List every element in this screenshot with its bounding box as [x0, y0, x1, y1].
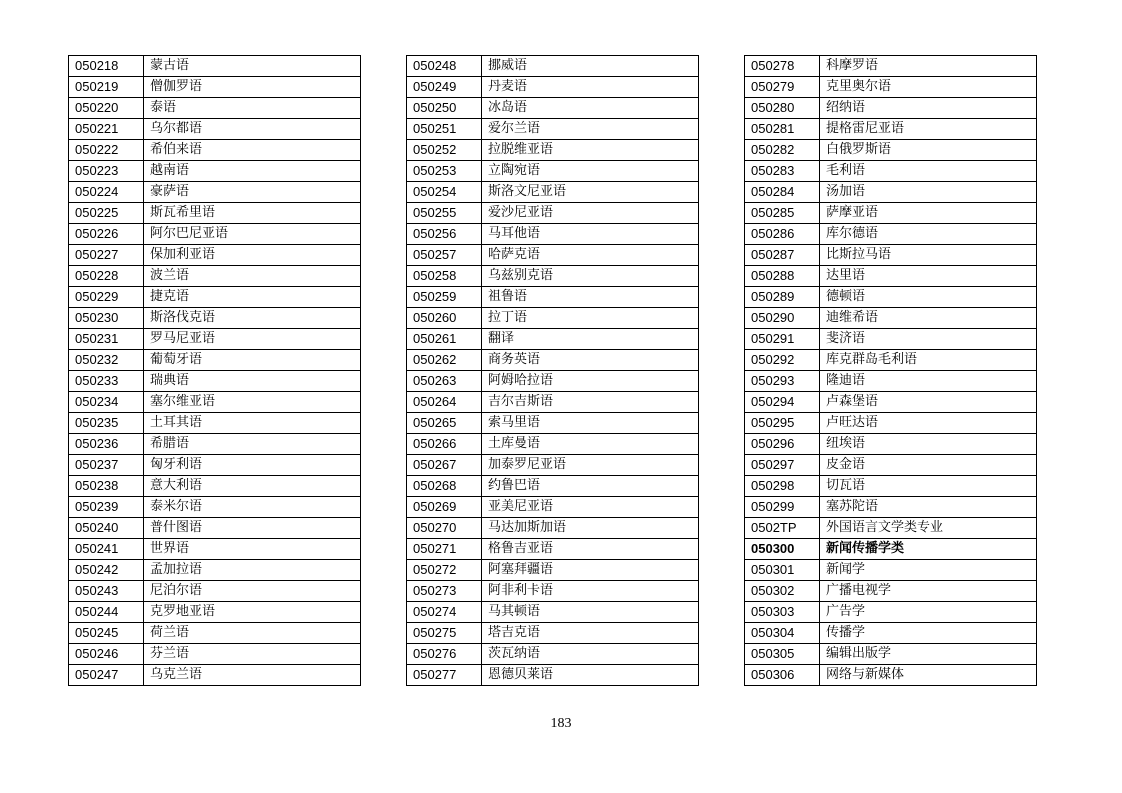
- major-name: 隆迪语: [820, 371, 1037, 392]
- major-name: 匈牙利语: [144, 455, 361, 476]
- table-row: [69, 644, 361, 665]
- major-code: 050274: [407, 602, 482, 623]
- major-code: 050254: [407, 182, 482, 203]
- major-code: 050273: [407, 581, 482, 602]
- major-code: 050225: [69, 203, 144, 224]
- major-name: 吉尔吉斯语: [482, 392, 699, 413]
- major-code: 050269: [407, 497, 482, 518]
- major-code: 050245: [69, 623, 144, 644]
- table-row: [407, 497, 699, 518]
- major-name: 达里语: [820, 266, 1037, 287]
- major-code: 050248: [407, 56, 482, 77]
- table-row: [69, 329, 361, 350]
- major-code: 050286: [745, 224, 820, 245]
- major-name: 斯洛文尼亚语: [482, 182, 699, 203]
- major-name: 卢森堡语: [820, 392, 1037, 413]
- major-name: 乌尔都语: [144, 119, 361, 140]
- table-row: [69, 182, 361, 203]
- table-row: [407, 560, 699, 581]
- major-name: 拉脱维亚语: [482, 140, 699, 161]
- major-name: 加泰罗尼亚语: [482, 455, 699, 476]
- table-row: [745, 644, 1037, 665]
- table-row: [407, 539, 699, 560]
- table-row: [69, 560, 361, 581]
- major-code: 050306: [745, 665, 820, 686]
- major-name: 塞尔维亚语: [144, 392, 361, 413]
- major-code: 050232: [69, 350, 144, 371]
- major-code: 050229: [69, 287, 144, 308]
- major-name: 爱沙尼亚语: [482, 203, 699, 224]
- major-name: 亚美尼亚语: [482, 497, 699, 518]
- major-code: 050278: [745, 56, 820, 77]
- major-name: 泰米尔语: [144, 497, 361, 518]
- major-name: 普什图语: [144, 518, 361, 539]
- major-code: 050304: [745, 623, 820, 644]
- major-name: 葡萄牙语: [144, 350, 361, 371]
- major-code: 050238: [69, 476, 144, 497]
- major-code: 050247: [69, 665, 144, 686]
- table-row: [407, 392, 699, 413]
- table-row: [745, 140, 1037, 161]
- major-name: 萨摩亚语: [820, 203, 1037, 224]
- major-code: 050224: [69, 182, 144, 203]
- major-code: 050222: [69, 140, 144, 161]
- table-row: [407, 224, 699, 245]
- major-name: 乌兹别克语: [482, 266, 699, 287]
- major-code: 050236: [69, 434, 144, 455]
- major-name: 世界语: [144, 539, 361, 560]
- table-row: [745, 518, 1037, 539]
- table-row: [745, 560, 1037, 581]
- major-code: 050266: [407, 434, 482, 455]
- major-code: 050259: [407, 287, 482, 308]
- table-row: [69, 455, 361, 476]
- major-code: 050276: [407, 644, 482, 665]
- major-name: 乌克兰语: [144, 665, 361, 686]
- major-name: 立陶宛语: [482, 161, 699, 182]
- major-name: 尼泊尔语: [144, 581, 361, 602]
- major-code: 050252: [407, 140, 482, 161]
- major-name: 外国语言文学类专业: [820, 518, 1037, 539]
- major-code: 050261: [407, 329, 482, 350]
- major-name: 库克群岛毛利语: [820, 350, 1037, 371]
- major-code: 050282: [745, 140, 820, 161]
- table-row: [407, 665, 699, 686]
- table-row: [407, 140, 699, 161]
- major-code: 050291: [745, 329, 820, 350]
- major-name: 库尔德语: [820, 224, 1037, 245]
- major-code: 050271: [407, 539, 482, 560]
- major-name: 迪维希语: [820, 308, 1037, 329]
- major-code: 050233: [69, 371, 144, 392]
- major-name: 希腊语: [144, 434, 361, 455]
- table-row: [69, 203, 361, 224]
- major-name: 格鲁吉亚语: [482, 539, 699, 560]
- major-name: 塔吉克语: [482, 623, 699, 644]
- table-row: [69, 476, 361, 497]
- table-row: [69, 140, 361, 161]
- table-row: [745, 77, 1037, 98]
- major-name: 克里奥尔语: [820, 77, 1037, 98]
- major-name: 传播学: [820, 623, 1037, 644]
- major-name: 芬兰语: [144, 644, 361, 665]
- major-code: 050239: [69, 497, 144, 518]
- major-table-column-2: [406, 55, 699, 686]
- major-name: 网络与新媒体: [820, 665, 1037, 686]
- table-row: [69, 245, 361, 266]
- major-code: 050285: [745, 203, 820, 224]
- major-code: 050298: [745, 476, 820, 497]
- table-row: [745, 182, 1037, 203]
- major-name: 新闻学: [820, 560, 1037, 581]
- major-code: 050289: [745, 287, 820, 308]
- table-row: [69, 56, 361, 77]
- major-name: 挪威语: [482, 56, 699, 77]
- table-row: [69, 350, 361, 371]
- major-code: 050281: [745, 119, 820, 140]
- table-row: [745, 119, 1037, 140]
- major-name: 孟加拉语: [144, 560, 361, 581]
- major-name: 白俄罗斯语: [820, 140, 1037, 161]
- table-row: [745, 350, 1037, 371]
- table-row: [745, 266, 1037, 287]
- major-code: 050244: [69, 602, 144, 623]
- major-name: 瑞典语: [144, 371, 361, 392]
- table-row: [69, 308, 361, 329]
- page-number: 183: [550, 716, 572, 731]
- major-name: 马耳他语: [482, 224, 699, 245]
- major-name: 泰语: [144, 98, 361, 119]
- major-name: 豪萨语: [144, 182, 361, 203]
- major-code: 050284: [745, 182, 820, 203]
- major-name: 希伯来语: [144, 140, 361, 161]
- major-code: 050237: [69, 455, 144, 476]
- major-code: 050242: [69, 560, 144, 581]
- major-code: 050290: [745, 308, 820, 329]
- major-name: 丹麦语: [482, 77, 699, 98]
- table-row: [745, 392, 1037, 413]
- major-code: 050226: [69, 224, 144, 245]
- major-code: 050300: [745, 539, 820, 560]
- major-code: 050297: [745, 455, 820, 476]
- major-code: 050280: [745, 98, 820, 119]
- major-code: 050220: [69, 98, 144, 119]
- table-row: [745, 308, 1037, 329]
- major-name: 波兰语: [144, 266, 361, 287]
- major-code: 050301: [745, 560, 820, 581]
- major-name: 新闻传播学类: [820, 539, 1037, 560]
- major-name: 纽埃语: [820, 434, 1037, 455]
- table-row: [69, 602, 361, 623]
- major-code: 050250: [407, 98, 482, 119]
- major-code: 050305: [745, 644, 820, 665]
- table-row: [407, 287, 699, 308]
- major-name: 爱尔兰语: [482, 119, 699, 140]
- table-row: [407, 329, 699, 350]
- major-name: 阿非利卡语: [482, 581, 699, 602]
- table-row: [407, 581, 699, 602]
- table-row: [407, 161, 699, 182]
- major-code: 050223: [69, 161, 144, 182]
- major-code: 050299: [745, 497, 820, 518]
- major-name: 比斯拉马语: [820, 245, 1037, 266]
- table-row: [69, 77, 361, 98]
- table-row: [69, 392, 361, 413]
- major-name: 塞苏陀语: [820, 497, 1037, 518]
- major-table-column-3: [744, 55, 1037, 686]
- major-code: 050287: [745, 245, 820, 266]
- major-name: 哈萨克语: [482, 245, 699, 266]
- table-row: [745, 224, 1037, 245]
- table-row: [69, 623, 361, 644]
- table-row: [407, 119, 699, 140]
- major-code: 050275: [407, 623, 482, 644]
- major-code: 050303: [745, 602, 820, 623]
- table-row: [69, 434, 361, 455]
- major-name: 翻译: [482, 329, 699, 350]
- table-row: [745, 623, 1037, 644]
- table-row: [69, 665, 361, 686]
- major-code: 050293: [745, 371, 820, 392]
- major-name: 茨瓦纳语: [482, 644, 699, 665]
- table-row: [407, 182, 699, 203]
- major-code: 050253: [407, 161, 482, 182]
- table-row: [745, 56, 1037, 77]
- table-row: [69, 371, 361, 392]
- major-code: 050295: [745, 413, 820, 434]
- major-code: 050257: [407, 245, 482, 266]
- major-name: 荷兰语: [144, 623, 361, 644]
- major-name: 罗马尼亚语: [144, 329, 361, 350]
- major-name: 祖鲁语: [482, 287, 699, 308]
- major-code: 050256: [407, 224, 482, 245]
- major-name: 广告学: [820, 602, 1037, 623]
- table-row: [407, 371, 699, 392]
- major-table-column-1: [68, 55, 361, 686]
- table-row: [407, 434, 699, 455]
- major-name: 德顿语: [820, 287, 1037, 308]
- major-code: 050227: [69, 245, 144, 266]
- major-name: 提格雷尼亚语: [820, 119, 1037, 140]
- table-row: [69, 287, 361, 308]
- table-row: [745, 665, 1037, 686]
- major-code: 050270: [407, 518, 482, 539]
- table-row: [407, 644, 699, 665]
- major-name: 卢旺达语: [820, 413, 1037, 434]
- major-name: 皮金语: [820, 455, 1037, 476]
- table-row: [407, 413, 699, 434]
- table-row: [745, 434, 1037, 455]
- table-row: [745, 455, 1037, 476]
- major-code: 050296: [745, 434, 820, 455]
- major-code: 050240: [69, 518, 144, 539]
- table-row: [745, 602, 1037, 623]
- major-name: 拉丁语: [482, 308, 699, 329]
- major-name: 编辑出版学: [820, 644, 1037, 665]
- major-name: 僧伽罗语: [144, 77, 361, 98]
- major-name: 斐济语: [820, 329, 1037, 350]
- major-code: 050231: [69, 329, 144, 350]
- table-row: [69, 518, 361, 539]
- major-code: 050241: [69, 539, 144, 560]
- major-code: 050277: [407, 665, 482, 686]
- table-row: [407, 476, 699, 497]
- table-row: [745, 497, 1037, 518]
- major-name: 恩德贝莱语: [482, 665, 699, 686]
- major-name: 商务英语: [482, 350, 699, 371]
- table-row: [69, 98, 361, 119]
- table-row: [407, 518, 699, 539]
- major-code: 050265: [407, 413, 482, 434]
- major-name: 约鲁巴语: [482, 476, 699, 497]
- major-name: 马达加斯加语: [482, 518, 699, 539]
- major-code: 050260: [407, 308, 482, 329]
- major-code: 050235: [69, 413, 144, 434]
- major-name: 土库曼语: [482, 434, 699, 455]
- table-row: [407, 56, 699, 77]
- major-name: 蒙古语: [144, 56, 361, 77]
- major-code: 050230: [69, 308, 144, 329]
- major-code: 050288: [745, 266, 820, 287]
- table-row: [407, 308, 699, 329]
- major-code: 050283: [745, 161, 820, 182]
- major-code: 050292: [745, 350, 820, 371]
- major-code: 050264: [407, 392, 482, 413]
- major-code: 050221: [69, 119, 144, 140]
- table-row: [745, 371, 1037, 392]
- major-name: 绍纳语: [820, 98, 1037, 119]
- major-name: 广播电视学: [820, 581, 1037, 602]
- major-code: 050218: [69, 56, 144, 77]
- table-row: [407, 245, 699, 266]
- table-row: [745, 329, 1037, 350]
- major-code: 050268: [407, 476, 482, 497]
- table-row: [407, 455, 699, 476]
- table-row: [407, 98, 699, 119]
- major-name: 意大利语: [144, 476, 361, 497]
- major-code: 050219: [69, 77, 144, 98]
- table-row: [407, 350, 699, 371]
- major-name: 汤加语: [820, 182, 1037, 203]
- table-row: [69, 539, 361, 560]
- major-name: 克罗地亚语: [144, 602, 361, 623]
- major-code: 050251: [407, 119, 482, 140]
- major-code: 050294: [745, 392, 820, 413]
- major-name: 捷克语: [144, 287, 361, 308]
- table-row: [745, 581, 1037, 602]
- table-row: [69, 119, 361, 140]
- table-row: [69, 497, 361, 518]
- major-code: 050249: [407, 77, 482, 98]
- table-row: [69, 161, 361, 182]
- table-row: [407, 77, 699, 98]
- major-name: 斯瓦希里语: [144, 203, 361, 224]
- major-name: 索马里语: [482, 413, 699, 434]
- major-name: 冰岛语: [482, 98, 699, 119]
- table-row: [745, 413, 1037, 434]
- major-name: 土耳其语: [144, 413, 361, 434]
- major-code: 050246: [69, 644, 144, 665]
- major-code: 050234: [69, 392, 144, 413]
- table-row: [407, 203, 699, 224]
- major-code: 050262: [407, 350, 482, 371]
- major-name: 马其顿语: [482, 602, 699, 623]
- major-code: 0502TP: [745, 518, 820, 539]
- table-row: [745, 161, 1037, 182]
- major-name: 科摩罗语: [820, 56, 1037, 77]
- major-code: 050279: [745, 77, 820, 98]
- table-row: [745, 476, 1037, 497]
- table-row: [69, 266, 361, 287]
- major-name: 阿尔巴尼亚语: [144, 224, 361, 245]
- major-name: 斯洛伐克语: [144, 308, 361, 329]
- major-name: 阿塞拜疆语: [482, 560, 699, 581]
- table-row: [745, 287, 1037, 308]
- major-code: 050243: [69, 581, 144, 602]
- table-row: [407, 602, 699, 623]
- major-name: 毛利语: [820, 161, 1037, 182]
- table-row: [745, 539, 1037, 560]
- table-row: [407, 623, 699, 644]
- major-name: 保加利亚语: [144, 245, 361, 266]
- major-name: 切瓦语: [820, 476, 1037, 497]
- major-code: 050228: [69, 266, 144, 287]
- table-row: [69, 581, 361, 602]
- table-row: [745, 98, 1037, 119]
- major-code: 050267: [407, 455, 482, 476]
- table-row: [745, 203, 1037, 224]
- major-code: 050258: [407, 266, 482, 287]
- major-code: 050255: [407, 203, 482, 224]
- table-row: [69, 413, 361, 434]
- major-code: 050272: [407, 560, 482, 581]
- major-code: 050302: [745, 581, 820, 602]
- table-row: [69, 224, 361, 245]
- major-name: 越南语: [144, 161, 361, 182]
- major-code: 050263: [407, 371, 482, 392]
- table-row: [407, 266, 699, 287]
- table-row: [745, 245, 1037, 266]
- major-name: 阿姆哈拉语: [482, 371, 699, 392]
